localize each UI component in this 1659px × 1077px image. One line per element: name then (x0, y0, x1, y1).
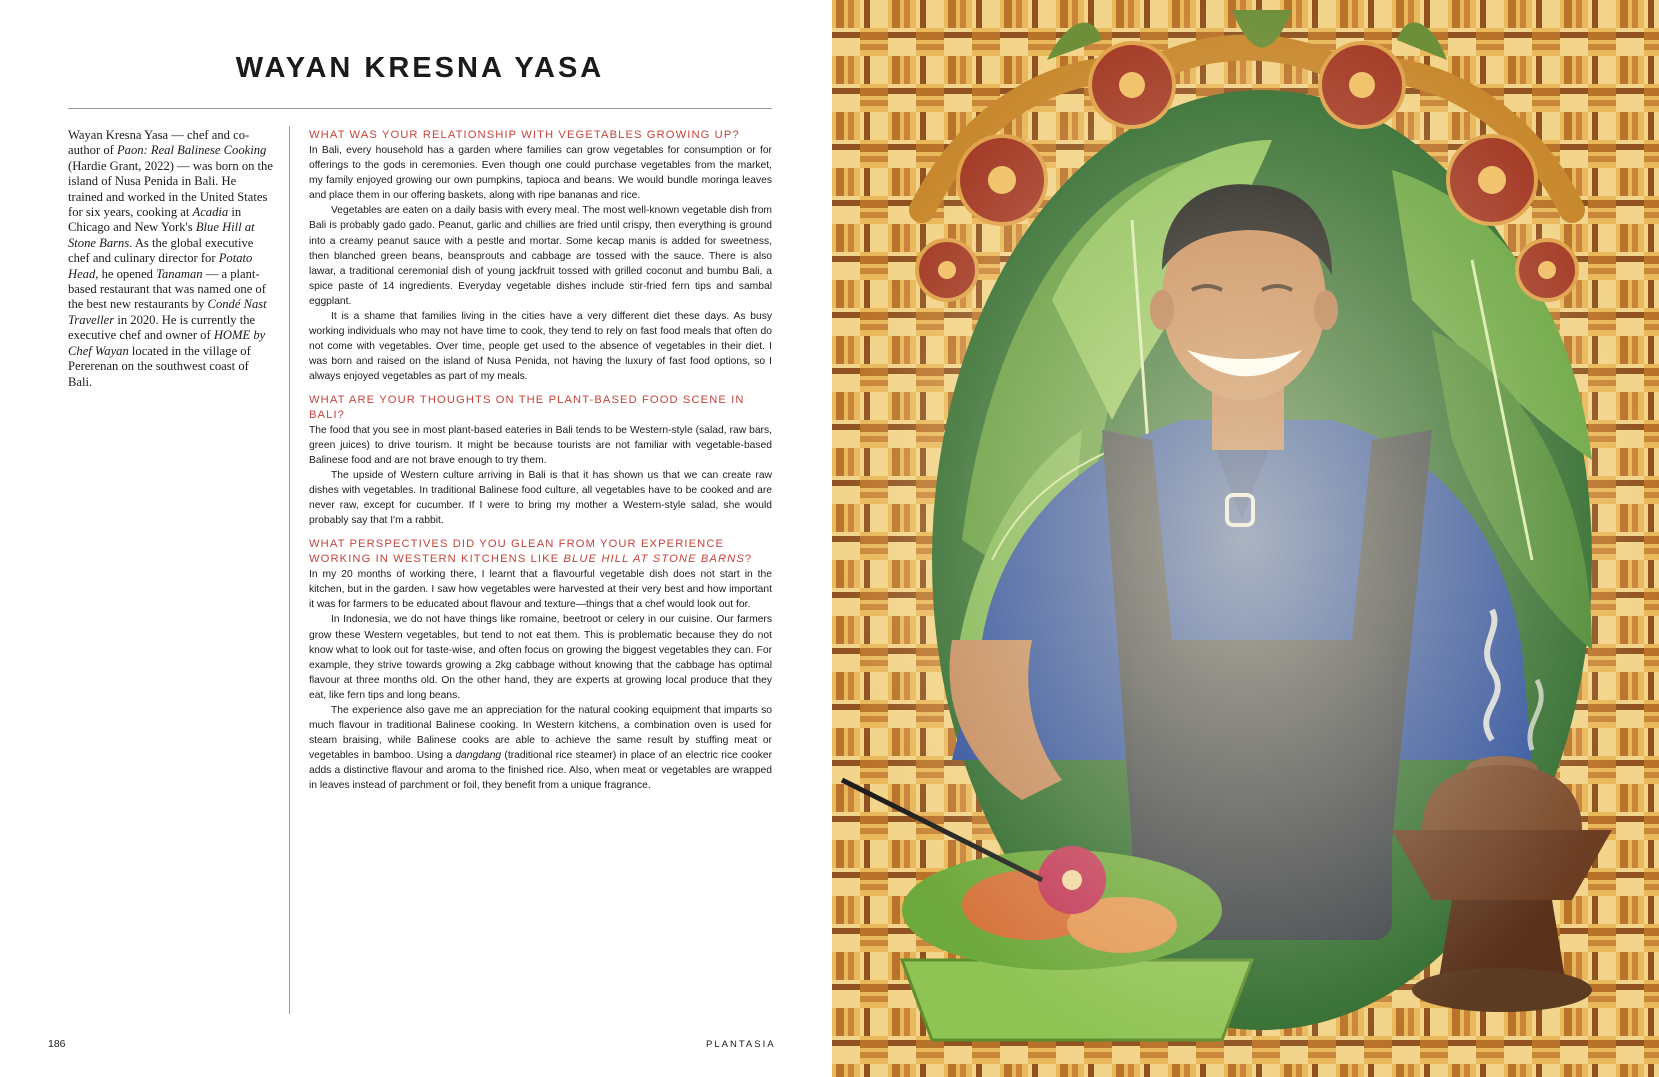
column-divider (289, 126, 290, 1014)
answer-paragraph: It is a shame that families living in the cities have a very different diet these days. As busy working individuals who may not have time to cook, they tend to rely on fast food meals that often do not come with vegetables. Over time, people get used to the absence of vegetables in their diet. I was born and raised on the island of Nusa Penida, not having the luxury of fast food options, so I always enjoyed vegetables as part of my meals. (309, 311, 772, 383)
question-italic: BLUE HILL AT STONE BARNS (563, 553, 745, 566)
bio-company-potato-head: Potato Head (68, 251, 253, 281)
answer-paragraph: Vegetables are eaten on a daily basis with every meal. The most well-known vegetable dish from Bali is probably gado gado. Peanut, garlic and chillies are fried until crispy, then everything is ground into a creamy peanut sauce with a pestle and mortar. Some kecap manis is added for sweetness, then blanched green beans, beansprouts and cabbage are tossed with the sauce. There is also lawar, a traditional ceremonial dish of young jackfruit tossed with grilled coconut and bumbu Bali, a spice paste of 14 ingredients. Everyday vegetable dishes include stir-fried fern tips and sambal eggplant. (309, 205, 772, 307)
answer-paragraph: The food that you see in most plant-based eateries in Bali tends to be Western-style (salad, raw bars, green juices) to drive tourism. It might be because tourists are not familiar with vegetable-based Balinese food and are not brave enough to try them. (309, 424, 772, 466)
bio-publication-conde-nast: Condé Nast Traveller (68, 297, 267, 327)
interview-column (309, 128, 772, 794)
bio-text: (Hardie Grant, 2022) — was born on the island of Nusa Penida in Bali. He trained and worked in the United States for six years, cooking at (68, 158, 273, 220)
answer-paragraph (309, 703, 772, 794)
bio-text: — a plant-based restaurant that was named one of the best new restaurants by (68, 266, 266, 312)
answer-text: The experience also gave me an appreciation for the natural cooking equipment that imparts so much flavour in traditional Balinese cooking. In Western kitchens, a combination oven is used for steam braising, while Balinese cooks are able to achieve the same result by stuffing meat or vegetables in bamboo. Using a (309, 705, 772, 762)
answer-paragraph: In Indonesia, we do not have things like romaine, beetroot or celery in our cuisine. Our farmers grow these Western vegetables, but tend to not eat them. This is problematic because they do not know what to look out for taste-wise, and often focus on growing the biggest vegetables they can. For example, they strive towards growing a 2kg cabbage without knowing that the cabbage has optimal flavour at three months old. On the other hand, they are experts at growing local produce that they eat, like fern tips and long beans. (309, 614, 772, 701)
page-number: 186 (48, 1038, 66, 1050)
bio-book-title: Paon: Real Balinese Cooking (116, 143, 267, 158)
question-mark: ? (744, 553, 753, 566)
question-heading: WHAT ARE YOUR THOUGHTS ON THE PLANT-BASED FOOD SCENE IN BALI? (309, 393, 745, 421)
bio-text: in 2020. He is currently the executive chef and owner of (68, 312, 256, 343)
answer-paragraph: The upside of Western culture arriving in Bali is that it has shown us that we can create raw dishes with vegetables. In traditional Balinese food culture, all vegetables have to be cooked and are never raw, except for cucumber. If I were to bring my mother a Western-style salad, she would probably say that I'm a rabbit. (309, 469, 772, 527)
question-line: WORKING IN WESTERN KITCHENS LIKE (309, 553, 564, 566)
bio-text: . As the global executive chef and culinary director for (68, 235, 254, 266)
answer-italic-term: dangdang (455, 750, 502, 762)
question-heading (309, 537, 772, 567)
bio-restaurant-home: HOME by Chef Wayan (68, 328, 266, 358)
title-rule (68, 108, 772, 109)
question-heading: WHAT WAS YOUR RELATIONSHIP WITH VEGETABLES GROWING UP? (309, 129, 740, 141)
bio-restaurant-acadia: Acadia (192, 205, 229, 220)
spacer (309, 385, 772, 393)
answer-paragraph: In my 20 months of working there, I learnt that a flavourful vegetable dish does not start in the kitchen, but in the garden. I saw how vegetables were harvested at their very best and how important it was for farmers to be educated about flavour and texture—things that a chef would look out for. (309, 569, 772, 611)
bio-restaurant-blue-hill: Blue Hill at Stone Barns (68, 220, 255, 250)
answer-paragraph: In Bali, every household has a garden where families can grow vegetables for consumption or for offerings to the gods in ceremonies. Even though one could purchase vegetables from the market, my family enjoyed growing our own pumpkins, tapioca and beans. We would bundle moringa leaves and place them in our offering baskets, along with ripe bananas and rice. (309, 145, 772, 202)
question-line: WHAT PERSPECTIVES DID YOU GLEAN FROM YOUR EXPERIENCE (309, 538, 725, 551)
bio-text: in Chicago and New York's (68, 205, 242, 235)
running-head: PLANTASIA (706, 1039, 776, 1050)
bio-text: Wayan Kresna Yasa — chef and co-author of (68, 128, 250, 158)
page-title: WAYAN KRESNA YASA (235, 52, 605, 84)
illustration-glow (832, 0, 1659, 1077)
bio-restaurant-tanaman: Tanaman (156, 266, 203, 281)
answer-text: (traditional rice steamer) in place of an electric rice cooker adds a distinctive flavour and aroma to the finished rice. Also, when meat or vegetables are wrapped in leaves instead of parchment or foil, they benefit from a unique fragrance. (309, 750, 772, 792)
bio-text: , he opened (95, 266, 157, 281)
bio-column (68, 128, 273, 390)
spacer (309, 528, 772, 537)
chef-illustration (832, 0, 1659, 1077)
bio-text: located in the village of Pererenan on the southwest coast of Bali. (68, 343, 251, 389)
